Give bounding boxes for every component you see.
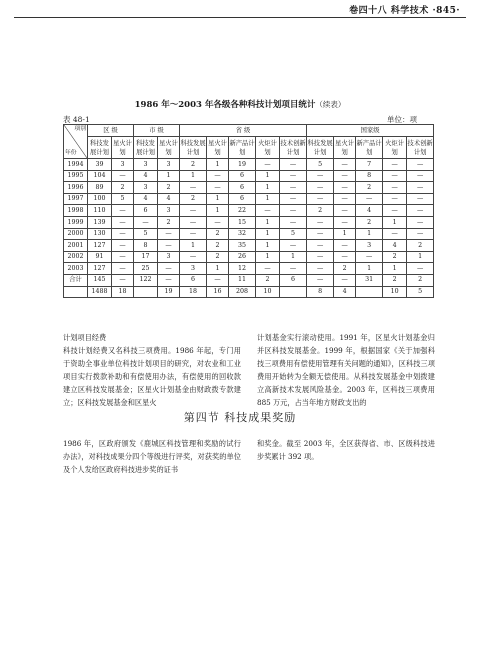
year-cell: 1996 xyxy=(64,182,88,194)
column-header: 科技发展计划 xyxy=(307,137,334,159)
table-cell: 6 xyxy=(280,274,307,286)
table-cell: 39 xyxy=(88,159,112,171)
table-cell: 6 xyxy=(180,274,207,286)
column-header: 技术创新计划 xyxy=(407,137,434,159)
table-cell: 1 xyxy=(356,263,383,275)
table-cell: 5 xyxy=(407,286,434,298)
running-header xyxy=(0,0,480,18)
table-row xyxy=(64,286,434,298)
table-cell: 3 xyxy=(158,159,180,171)
table-cell: — xyxy=(112,240,134,252)
paragraph-text: 和奖金。截至 2003 年，全区获得省、市、区级科技进步奖累计 392 项。 xyxy=(257,439,435,461)
table-cell: — xyxy=(280,263,307,275)
table-cell: 2 xyxy=(158,216,180,228)
table-cell: — xyxy=(158,240,180,252)
table-cell: 127 xyxy=(88,240,112,252)
table-cell: — xyxy=(307,193,334,205)
table-number: 表 48-1 xyxy=(63,115,90,124)
table-cell: 1 xyxy=(407,251,434,263)
table-cell: — xyxy=(334,274,356,286)
table-cell: 11 xyxy=(229,274,256,286)
table-cell: 130 xyxy=(88,228,112,240)
table-cell: — xyxy=(158,263,180,275)
column-header-row xyxy=(64,137,434,159)
table-cell: — xyxy=(383,205,407,217)
table-cell: — xyxy=(407,170,434,182)
table-row xyxy=(64,274,434,286)
paragraph-awards-right xyxy=(257,437,435,463)
table-cell: — xyxy=(356,193,383,205)
header-text: 卷四十八 科学技术 ·845· xyxy=(349,6,460,16)
table-row xyxy=(64,240,434,252)
table-cell: — xyxy=(307,170,334,182)
paragraph-funding-right xyxy=(257,331,435,409)
table-cell: 22 xyxy=(229,205,256,217)
table-cell: — xyxy=(158,228,180,240)
table-cell: — xyxy=(180,205,207,217)
table-cell: — xyxy=(407,228,434,240)
table-cell: 5 xyxy=(307,159,334,171)
table-cell: — xyxy=(383,228,407,240)
table-cell: — xyxy=(307,274,334,286)
table-cell: 6 xyxy=(229,170,256,182)
table-cell: 35 xyxy=(229,240,256,252)
table-cell: 8 xyxy=(134,240,158,252)
table-cell: 3 xyxy=(180,263,207,275)
table-cell: — xyxy=(383,159,407,171)
column-header: 新产品计划 xyxy=(356,137,383,159)
table-cell: — xyxy=(383,182,407,194)
table-cell: 3 xyxy=(356,240,383,252)
table-cell: 6 xyxy=(229,193,256,205)
table-cell: — xyxy=(334,170,356,182)
table-corner-cell xyxy=(64,125,88,159)
table-cell: 2 xyxy=(356,182,383,194)
table-cell: 1 xyxy=(180,240,207,252)
table-cell: 5 xyxy=(134,228,158,240)
table-cell: — xyxy=(407,216,434,228)
table-cell: 1 xyxy=(256,216,280,228)
table-cell: — xyxy=(207,216,229,228)
table-cell: 139 xyxy=(88,216,112,228)
column-header: 火炬计划 xyxy=(383,137,407,159)
table-cell: 2 xyxy=(256,274,280,286)
paragraph-text: 计划基金实行滚动使用。1991 年，区星火计划基金归并区科技发展基金。1999 年，根据国家《关于加强科技三项费用有偿使用管理有关问题的通知》，区科技三项费用开始转为全额无偿使用。从科技发展基金中划拨建立高新技术发展风险基金。2003 年，区科技三项费用 885 万元，占当年地方财政支出的 xyxy=(257,333,435,407)
group-header: 省 级 xyxy=(180,125,307,137)
table-cell: 100 xyxy=(88,193,112,205)
table-cell: 4 xyxy=(134,193,158,205)
table-cell: 8 xyxy=(307,286,334,298)
table-cell: 31 xyxy=(356,274,383,286)
table-cell: 3 xyxy=(134,159,158,171)
table-cell: 3 xyxy=(134,182,158,194)
year-cell: 2000 xyxy=(64,228,88,240)
table-cell: 26 xyxy=(229,251,256,263)
table-cell: — xyxy=(158,274,180,286)
table-cell: 6 xyxy=(134,205,158,217)
table-cell: 2 xyxy=(112,182,134,194)
table-row xyxy=(64,159,434,171)
year-cell: 2003 xyxy=(64,263,88,275)
table-cell: 1 xyxy=(256,251,280,263)
table-cell: — xyxy=(383,170,407,182)
column-header: 技术创新计划 xyxy=(280,137,307,159)
table-cell: — xyxy=(407,205,434,217)
table-cell xyxy=(134,286,158,298)
table-cell: 1488 xyxy=(88,286,112,298)
table-cell: 2 xyxy=(207,240,229,252)
table-cell: 15 xyxy=(229,216,256,228)
table-cell: — xyxy=(307,263,334,275)
table-cell: — xyxy=(280,205,307,217)
table-title-suffix: （续表） xyxy=(315,100,346,109)
table-cell: 4 xyxy=(383,240,407,252)
column-header: 科技发展计划 xyxy=(134,137,158,159)
table-cell: — xyxy=(112,251,134,263)
table-cell: — xyxy=(383,193,407,205)
table-cell: — xyxy=(280,182,307,194)
table-cell: 1 xyxy=(256,240,280,252)
table-cell: — xyxy=(407,193,434,205)
table-cell: 208 xyxy=(229,286,256,298)
table-row xyxy=(64,251,434,263)
table-cell: — xyxy=(134,216,158,228)
table-row xyxy=(64,263,434,275)
table-cell: — xyxy=(307,240,334,252)
table-cell: — xyxy=(280,159,307,171)
table-row xyxy=(64,170,434,182)
table-cell: — xyxy=(334,159,356,171)
table-cell: 7 xyxy=(356,159,383,171)
table-cell: 18 xyxy=(180,286,207,298)
table-cell: — xyxy=(334,205,356,217)
table-cell: 6 xyxy=(229,182,256,194)
table-cell: 4 xyxy=(356,205,383,217)
table-cell: 2 xyxy=(180,159,207,171)
table-cell: 4 xyxy=(158,193,180,205)
table-cell: — xyxy=(180,251,207,263)
table-title xyxy=(0,98,480,110)
table-cell: 4 xyxy=(334,286,356,298)
table-title-main: 1986 年～2003 年各级各种科技计划项目统计 xyxy=(134,100,316,110)
table-cell: — xyxy=(180,182,207,194)
column-header: 星火计划 xyxy=(334,137,356,159)
paragraph-text: 科技计划经费又名科技三项费用。1986 年起，专门用于资助全事业单位科技计划项目的研究，对农业和工业项目实行拨款补助和有偿使用办法，有偿使用的回收款建立区科技发展基金；区星火计划基金由财政拨专款建立；区科技发展基金和区星火 xyxy=(63,346,241,407)
paragraph-title: 计划项目经费 xyxy=(63,333,107,342)
table-cell: — xyxy=(112,228,134,240)
table-cell: 2 xyxy=(307,205,334,217)
column-header: 星火计划 xyxy=(207,137,229,159)
table-cell: — xyxy=(112,263,134,275)
column-header: 新产品计划 xyxy=(229,137,256,159)
table-cell: 10 xyxy=(383,286,407,298)
table-cell: 16 xyxy=(207,286,229,298)
group-header: 市 级 xyxy=(134,125,180,137)
table-cell: 2 xyxy=(207,251,229,263)
table-row xyxy=(64,182,434,194)
table-cell: 1 xyxy=(158,170,180,182)
table-cell: — xyxy=(407,263,434,275)
column-header: 星火计划 xyxy=(158,137,180,159)
year-cell: 1997 xyxy=(64,193,88,205)
year-cell: 1994 xyxy=(64,159,88,171)
table-cell: 127 xyxy=(88,263,112,275)
table-cell: 3 xyxy=(112,159,134,171)
group-header: 国家级 xyxy=(307,125,434,137)
year-cell: 1998 xyxy=(64,205,88,217)
table-cell: 145 xyxy=(88,274,112,286)
table-cell: — xyxy=(307,251,334,263)
table-cell: — xyxy=(180,216,207,228)
table-cell: — xyxy=(280,216,307,228)
table-cell: 18 xyxy=(112,286,134,298)
table-cell: 10 xyxy=(256,286,280,298)
table-cell: — xyxy=(307,228,334,240)
table-cell: 1 xyxy=(383,263,407,275)
table-cell: — xyxy=(334,251,356,263)
table-cell: 1 xyxy=(207,193,229,205)
column-header: 科技发展计划 xyxy=(180,137,207,159)
paragraph-awards-left xyxy=(63,437,241,476)
table-cell: 32 xyxy=(229,228,256,240)
year-cell: 合计 xyxy=(64,274,88,286)
group-header: 区 级 xyxy=(88,125,134,137)
table-cell: — xyxy=(334,182,356,194)
table-cell: 17 xyxy=(134,251,158,263)
table-cell: 2 xyxy=(207,228,229,240)
section-title: 第四节 科技成果奖励 xyxy=(183,411,297,424)
table-cell: — xyxy=(256,205,280,217)
table-cell: 3 xyxy=(158,251,180,263)
table-cell: 1 xyxy=(256,193,280,205)
table-cell: — xyxy=(334,240,356,252)
table-cell: 2 xyxy=(383,274,407,286)
column-header: 星火计划 xyxy=(112,137,134,159)
year-cell xyxy=(64,286,88,298)
table-cell: 1 xyxy=(334,228,356,240)
table-cell: — xyxy=(256,263,280,275)
table-cell: 2 xyxy=(407,240,434,252)
year-cell: 1999 xyxy=(64,216,88,228)
table-cell: — xyxy=(407,159,434,171)
table-cell: 5 xyxy=(112,193,134,205)
table-cell: 1 xyxy=(280,251,307,263)
header-rule xyxy=(14,17,466,18)
table-cell: 89 xyxy=(88,182,112,194)
table-cell: — xyxy=(280,193,307,205)
year-cell: 2002 xyxy=(64,251,88,263)
table-cell: 1 xyxy=(256,170,280,182)
table-cell: — xyxy=(407,182,434,194)
table-cell: — xyxy=(307,182,334,194)
table-cell: 2 xyxy=(383,251,407,263)
table-cell: 1 xyxy=(180,170,207,182)
table-row xyxy=(64,193,434,205)
table-cell: 1 xyxy=(207,263,229,275)
table-cell: 19 xyxy=(158,286,180,298)
corner-label-bottom: 年份 xyxy=(65,149,77,156)
table-row xyxy=(64,205,434,217)
table-cell: 8 xyxy=(356,170,383,182)
table-cell: — xyxy=(356,251,383,263)
table-cell: 110 xyxy=(88,205,112,217)
table-row xyxy=(64,228,434,240)
table-cell: — xyxy=(334,193,356,205)
table-cell: 19 xyxy=(229,159,256,171)
table-cell: — xyxy=(256,159,280,171)
table-cell: — xyxy=(112,274,134,286)
table-cell: — xyxy=(307,216,334,228)
table-cell: — xyxy=(280,170,307,182)
table-cell: 12 xyxy=(229,263,256,275)
table-cell: 1 xyxy=(256,182,280,194)
table-cell: 1 xyxy=(256,228,280,240)
year-cell: 1995 xyxy=(64,170,88,182)
table-cell: — xyxy=(207,170,229,182)
table-cell: — xyxy=(207,182,229,194)
paragraph-funding-left xyxy=(63,331,241,409)
table-row xyxy=(64,216,434,228)
table-cell: — xyxy=(112,216,134,228)
statistics-table xyxy=(63,124,434,298)
table-body xyxy=(64,159,434,298)
paragraph-text: 1986 年，区政府颁发《鹿城区科技管理和奖励的试行办法》，对科技成果分四个等级进行评奖，对获奖的单位及个人发给区政府科技进步奖的证书 xyxy=(63,439,241,474)
table-cell: 104 xyxy=(88,170,112,182)
table-cell: — xyxy=(207,274,229,286)
table-cell: 2 xyxy=(407,274,434,286)
table-cell: 1 xyxy=(356,228,383,240)
table-cell: 1 xyxy=(207,159,229,171)
table-cell: — xyxy=(334,216,356,228)
table-unit: 单位：项 xyxy=(387,115,417,124)
table-cell: — xyxy=(112,205,134,217)
table-cell: 5 xyxy=(280,228,307,240)
table-cell: 4 xyxy=(134,170,158,182)
table-cell: — xyxy=(112,170,134,182)
table-cell xyxy=(356,286,383,298)
table-cell: 25 xyxy=(134,263,158,275)
table-cell: 1 xyxy=(383,216,407,228)
year-cell: 2001 xyxy=(64,240,88,252)
column-header: 科技发展计划 xyxy=(88,137,112,159)
table-cell: 2 xyxy=(180,193,207,205)
table-cell xyxy=(280,286,307,298)
table-cell: 2 xyxy=(334,263,356,275)
column-header: 火炬计划 xyxy=(256,137,280,159)
table-cell: 3 xyxy=(158,205,180,217)
table-cell: 2 xyxy=(356,216,383,228)
table-cell: 1 xyxy=(207,205,229,217)
table-cell: 91 xyxy=(88,251,112,263)
corner-label-top: 项别 xyxy=(74,126,86,132)
table-cell: 122 xyxy=(134,274,158,286)
table-cell: — xyxy=(180,228,207,240)
table-cell: 2 xyxy=(158,182,180,194)
table-cell: — xyxy=(280,240,307,252)
